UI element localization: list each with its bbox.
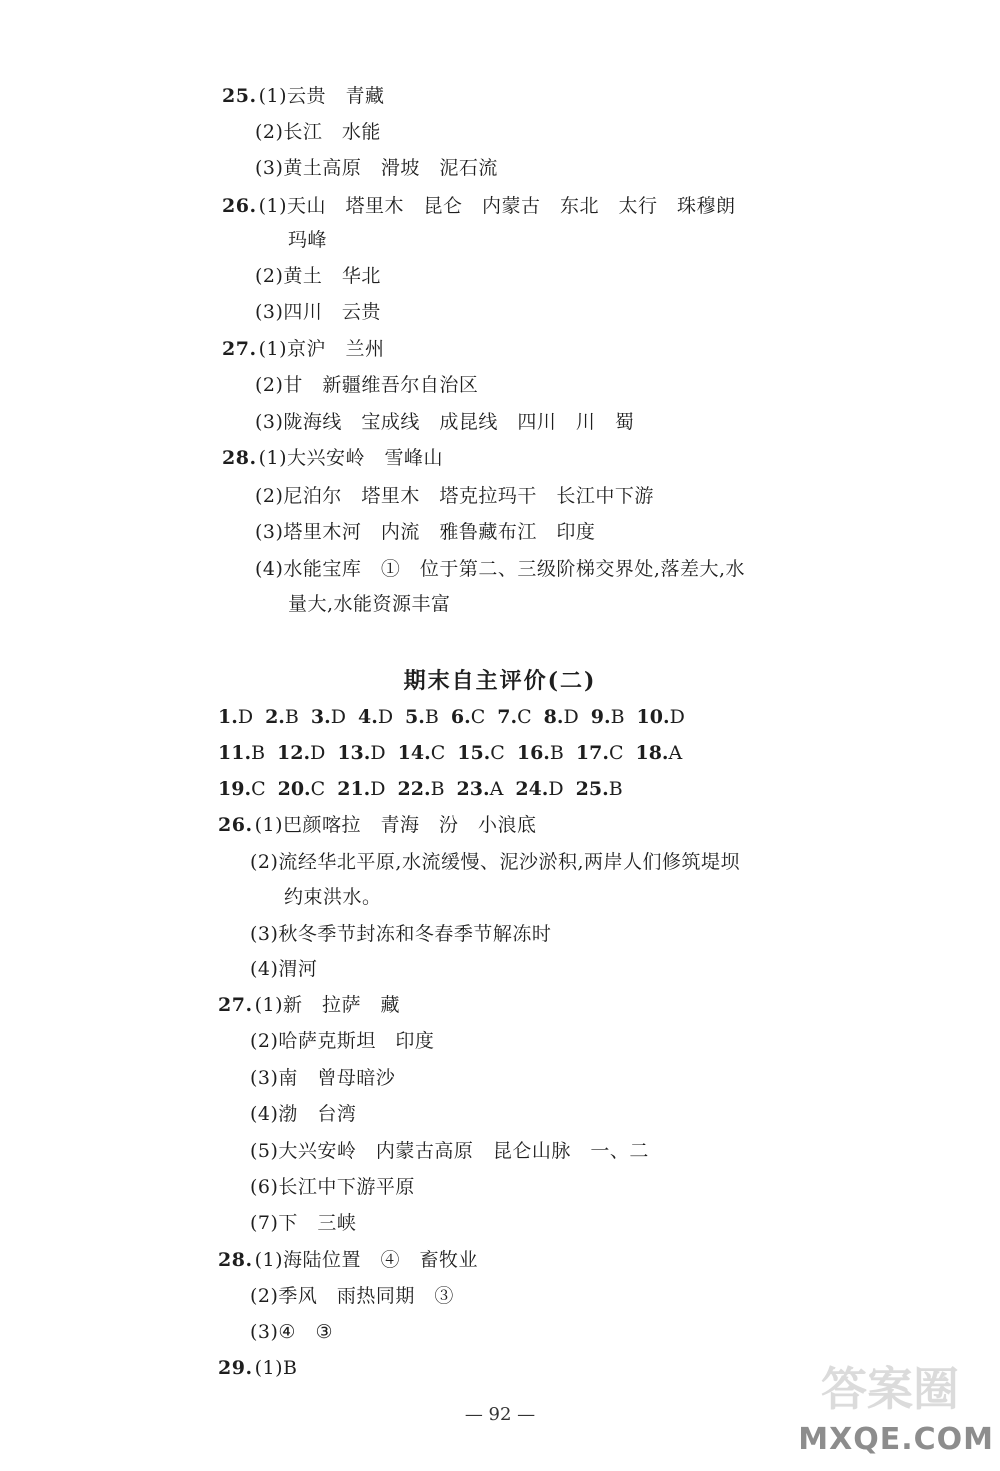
- mc-answer: [218, 741, 265, 765]
- mc-answer: [517, 741, 564, 765]
- mc-answer: [311, 705, 346, 729]
- mc-answer: [265, 705, 299, 729]
- mc-answer: [337, 777, 385, 801]
- q27b-line2: (2)哈萨克斯坦 印度: [250, 1030, 435, 1052]
- mc-question-number: 19.: [218, 778, 252, 800]
- mc-question-number: 13.: [337, 742, 371, 764]
- mc-answer: [278, 777, 326, 801]
- mc-answer-letter: C: [517, 706, 532, 728]
- mc-answer: [576, 777, 623, 801]
- q26a-line2: (2)黄土 华北: [255, 265, 381, 287]
- q26a-line3: (3)四川 云贵: [255, 301, 381, 323]
- svg-text:答案圈: 答案圈: [821, 1362, 959, 1416]
- mc-answer-letter: D: [370, 742, 386, 764]
- mc-answer-letter: C: [430, 742, 446, 764]
- q26b-line3: (3)秋冬季节封冻和冬春季节解冻时: [250, 923, 552, 945]
- mc-answer-letter: C: [470, 706, 486, 728]
- mc-question-number: 3.: [310, 706, 331, 728]
- mc-answer-letter: B: [430, 778, 445, 800]
- mc-row-2: [218, 741, 694, 765]
- mc-answer: [218, 777, 266, 801]
- q26b-line2: (2)流经华北平原,水流缓慢、泥沙淤积,两岸人们修筑堤坝: [250, 851, 740, 873]
- mc-answer-letter: D: [377, 706, 394, 728]
- watermark-logo-icon: [790, 1353, 990, 1423]
- mc-question-number: 18.: [635, 742, 669, 764]
- mc-row-1: [218, 705, 697, 729]
- mc-answer-letter: C: [310, 778, 326, 800]
- q28a-line1: 28. (1)大兴安岭 雪峰山: [222, 447, 443, 469]
- q28a-line2: (2)尼泊尔 塔里木 塔克拉玛干 长江中下游: [255, 485, 654, 507]
- mc-question-number: 20.: [277, 778, 311, 800]
- mc-question-number: 1.: [218, 706, 238, 728]
- mc-question-number: 12.: [277, 742, 311, 764]
- mc-question-number: 16.: [516, 742, 550, 764]
- mc-answer: [337, 741, 385, 765]
- mc-answer-letter: B: [251, 742, 266, 764]
- q27b-line3: (3)南 曾母暗沙: [250, 1067, 396, 1089]
- mc-answer: [544, 705, 579, 729]
- mc-question-number: 8.: [543, 706, 564, 728]
- mc-answer-letter: B: [424, 706, 439, 728]
- mc-question-number: 7.: [497, 706, 518, 728]
- q27b-line1: 27. (1)新 拉萨 藏: [218, 994, 400, 1016]
- mc-answer-letter: D: [669, 706, 685, 728]
- watermark-text: MXQE.COM: [798, 1422, 994, 1457]
- q25-line3: (3)黄土高原 滑坡 泥石流: [255, 157, 498, 179]
- mc-answer-letter: D: [330, 706, 346, 728]
- mc-question-number: 2.: [265, 706, 285, 728]
- mc-answer: [398, 741, 446, 765]
- mc-answer: [451, 705, 485, 729]
- q26b-line4: (4)渭河: [250, 958, 318, 980]
- mc-answer: [591, 705, 625, 729]
- q28a-line3: (3)塔里木河 内流 雅鲁藏布江 印度: [255, 521, 596, 543]
- mc-question-number: 25.: [575, 778, 609, 800]
- mc-answer-letter: D: [563, 706, 579, 728]
- mc-answer-letter: C: [251, 778, 266, 800]
- mc-question-number: 6.: [450, 706, 471, 728]
- page-number: — 92 —: [464, 1404, 536, 1425]
- mc-question-number: 23.: [456, 778, 490, 800]
- q27a-line1: 27. (1)京沪 兰州: [222, 338, 385, 360]
- mc-answer: [457, 777, 504, 801]
- q27b-line5: (5)大兴安岭 内蒙古高原 昆仑山脉 一、二: [250, 1140, 649, 1162]
- mc-question-number: 22.: [397, 778, 431, 800]
- q26a-line1-cont: 玛峰: [288, 229, 328, 251]
- mc-answer: [358, 705, 393, 729]
- q26a-line1: 26. (1)天山 塔里木 昆仑 内蒙古 东北 太行 珠穆朗: [222, 195, 736, 217]
- q26b-line2-cont: 约束洪水。: [284, 886, 382, 908]
- mc-question-number: 10.: [636, 706, 670, 728]
- mc-answer: [497, 705, 531, 729]
- q29b-line1: 29. (1)B: [218, 1357, 298, 1379]
- q27b-line6: (6)长江中下游平原: [250, 1176, 415, 1198]
- mc-question-number: 4.: [357, 706, 378, 728]
- mc-answer-letter: C: [490, 742, 505, 764]
- mc-answer-letter: B: [610, 706, 625, 728]
- mc-answer-letter: D: [548, 778, 564, 800]
- section-heading: 期末自主评价(二): [403, 668, 597, 694]
- q27b-line7: (7)下 三峡: [250, 1212, 357, 1234]
- mc-answer-letter: D: [310, 742, 326, 764]
- mc-question-number: 17.: [575, 742, 609, 764]
- mc-answer: [637, 705, 685, 729]
- mc-answer: [398, 777, 445, 801]
- q27b-line4: (4)渤 台湾: [250, 1103, 357, 1125]
- mc-answer-letter: A: [489, 778, 504, 800]
- mc-answer: [218, 705, 253, 729]
- mc-answer-letter: B: [284, 706, 299, 728]
- q27a-line3: (3)陇海线 宝成线 成昆线 四川 川 蜀: [255, 411, 635, 433]
- mc-answer-letter: C: [608, 742, 624, 764]
- mc-answer: [576, 741, 624, 765]
- mc-question-number: 9.: [590, 706, 611, 728]
- mc-answer: [457, 741, 505, 765]
- mc-answer: [515, 777, 563, 801]
- q25-line1: 25. (1)云贵 青藏: [222, 85, 385, 107]
- mc-answer-letter: B: [549, 742, 564, 764]
- q27a-line2: (2)甘 新疆维吾尔自治区: [255, 374, 479, 396]
- mc-question-number: 21.: [337, 778, 371, 800]
- q28a-line4-cont: 量大,水能资源丰富: [288, 593, 451, 615]
- q28b-line3: (3)④ ③: [250, 1321, 333, 1343]
- q28b-line2: (2)季风 雨热同期 ③: [250, 1285, 454, 1307]
- mc-answer-letter: B: [608, 778, 623, 800]
- q26b-line1: 26. (1)巴颜喀拉 青海 汾 小浪底: [218, 814, 537, 836]
- mc-answer-letter: D: [237, 706, 254, 728]
- mc-question-number: 5.: [405, 706, 425, 728]
- mc-answer-letter: A: [668, 742, 683, 764]
- mc-answer-letter: D: [370, 778, 386, 800]
- mc-question-number: 15.: [457, 742, 491, 764]
- mc-answer: [635, 741, 682, 765]
- mc-question-number: 14.: [397, 742, 431, 764]
- mc-question-number: 11.: [218, 742, 252, 764]
- mc-answer: [405, 705, 439, 729]
- q25-line2: (2)长江 水能: [255, 121, 381, 143]
- mc-answer: [277, 741, 325, 765]
- q28b-line1: 28. (1)海陆位置 ④ 畜牧业: [218, 1249, 478, 1271]
- q28a-line4: (4)水能宝库 ① 位于第二、三级阶梯交界处,落差大,水: [255, 558, 745, 580]
- mc-row-3: [218, 777, 635, 801]
- mc-question-number: 24.: [515, 778, 549, 800]
